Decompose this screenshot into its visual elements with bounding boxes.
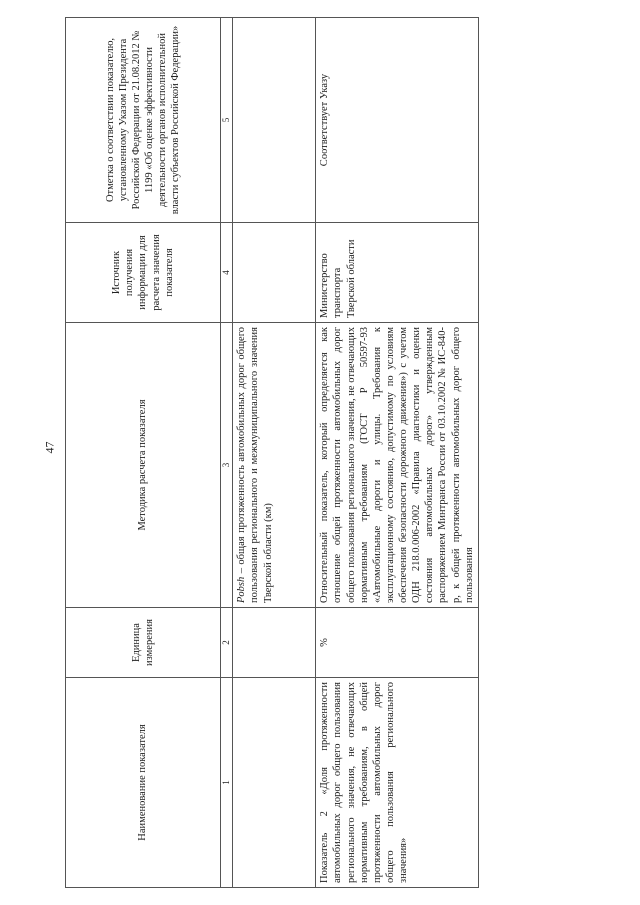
indicator-table xyxy=(65,17,479,888)
page-number: 47 xyxy=(42,441,57,454)
header-indicator-name: Наименование показателя xyxy=(66,678,221,888)
row1-method-text: – общая протяженность автомобильных дорог общего пользования регионального и межмуниципального значения Тверской области (км) xyxy=(236,327,274,603)
row1-source-cell xyxy=(233,223,316,323)
row2-name-cell: Показатель 2 «Доля протяженности автомобильных дорог общего пользования регионального значения, не отвечающих нормативным требованиям, в общей протяженности автомобильных дорог общего пользования регионального значения» xyxy=(316,678,479,888)
column-number: 1 xyxy=(221,678,233,888)
row1-unit-cell xyxy=(233,608,316,678)
row2-source-cell: Министерство транспорта Тверской области xyxy=(316,223,479,323)
row1-note-cell xyxy=(233,18,316,223)
table-row xyxy=(233,18,316,888)
row1-method-cell xyxy=(233,323,316,608)
header-unit: Единица измерения xyxy=(66,608,221,678)
table-header-row xyxy=(66,18,221,888)
column-number: 5 xyxy=(221,18,233,223)
table-row xyxy=(316,18,479,888)
column-number: 2 xyxy=(221,608,233,678)
row2-unit-cell: % xyxy=(316,608,479,678)
row1-name-cell xyxy=(233,678,316,888)
column-number: 3 xyxy=(221,323,233,608)
column-number: 4 xyxy=(221,223,233,323)
column-number-row xyxy=(221,18,233,888)
row2-note-cell: Соответствует Указу xyxy=(316,18,479,223)
indicator-table-wrapper xyxy=(65,18,585,888)
pobsh-variable: Pobsh xyxy=(236,576,248,603)
header-decree-note: Отметка о соответствии показателю, установленному Указом Президента Российской Федерации от 21.08.2012 № 1199 «Об оценке эффективности деятельности органов исполнительной власти субъектов Российской Федерации» xyxy=(66,18,221,223)
header-method: Методика расчета показателя xyxy=(66,323,221,608)
row2-method-cell: Относительный показатель, который определяется как отношение общей протяженности автомобильных дорог общего пользования регионального значения, не отвечающих нормативным требованиям (ГОСТ Р 50597-93 «Автомобильные дороги и улицы. Требования к эксплуатационному состоянию, допустимому по условиям обеспечения безопасности дорожного движения») с учетом ОДН 218.0.006-2002 «Правила диагностики и оценки состояния автомобильных дорог» утвержденным распоряжением Минтранса России от 03.10.2002 № ИС-840-р, к общей протяженности автомобильных дорог общего пользования xyxy=(316,323,479,608)
header-source: Источник получения информации для расчета значения показателя xyxy=(66,223,221,323)
